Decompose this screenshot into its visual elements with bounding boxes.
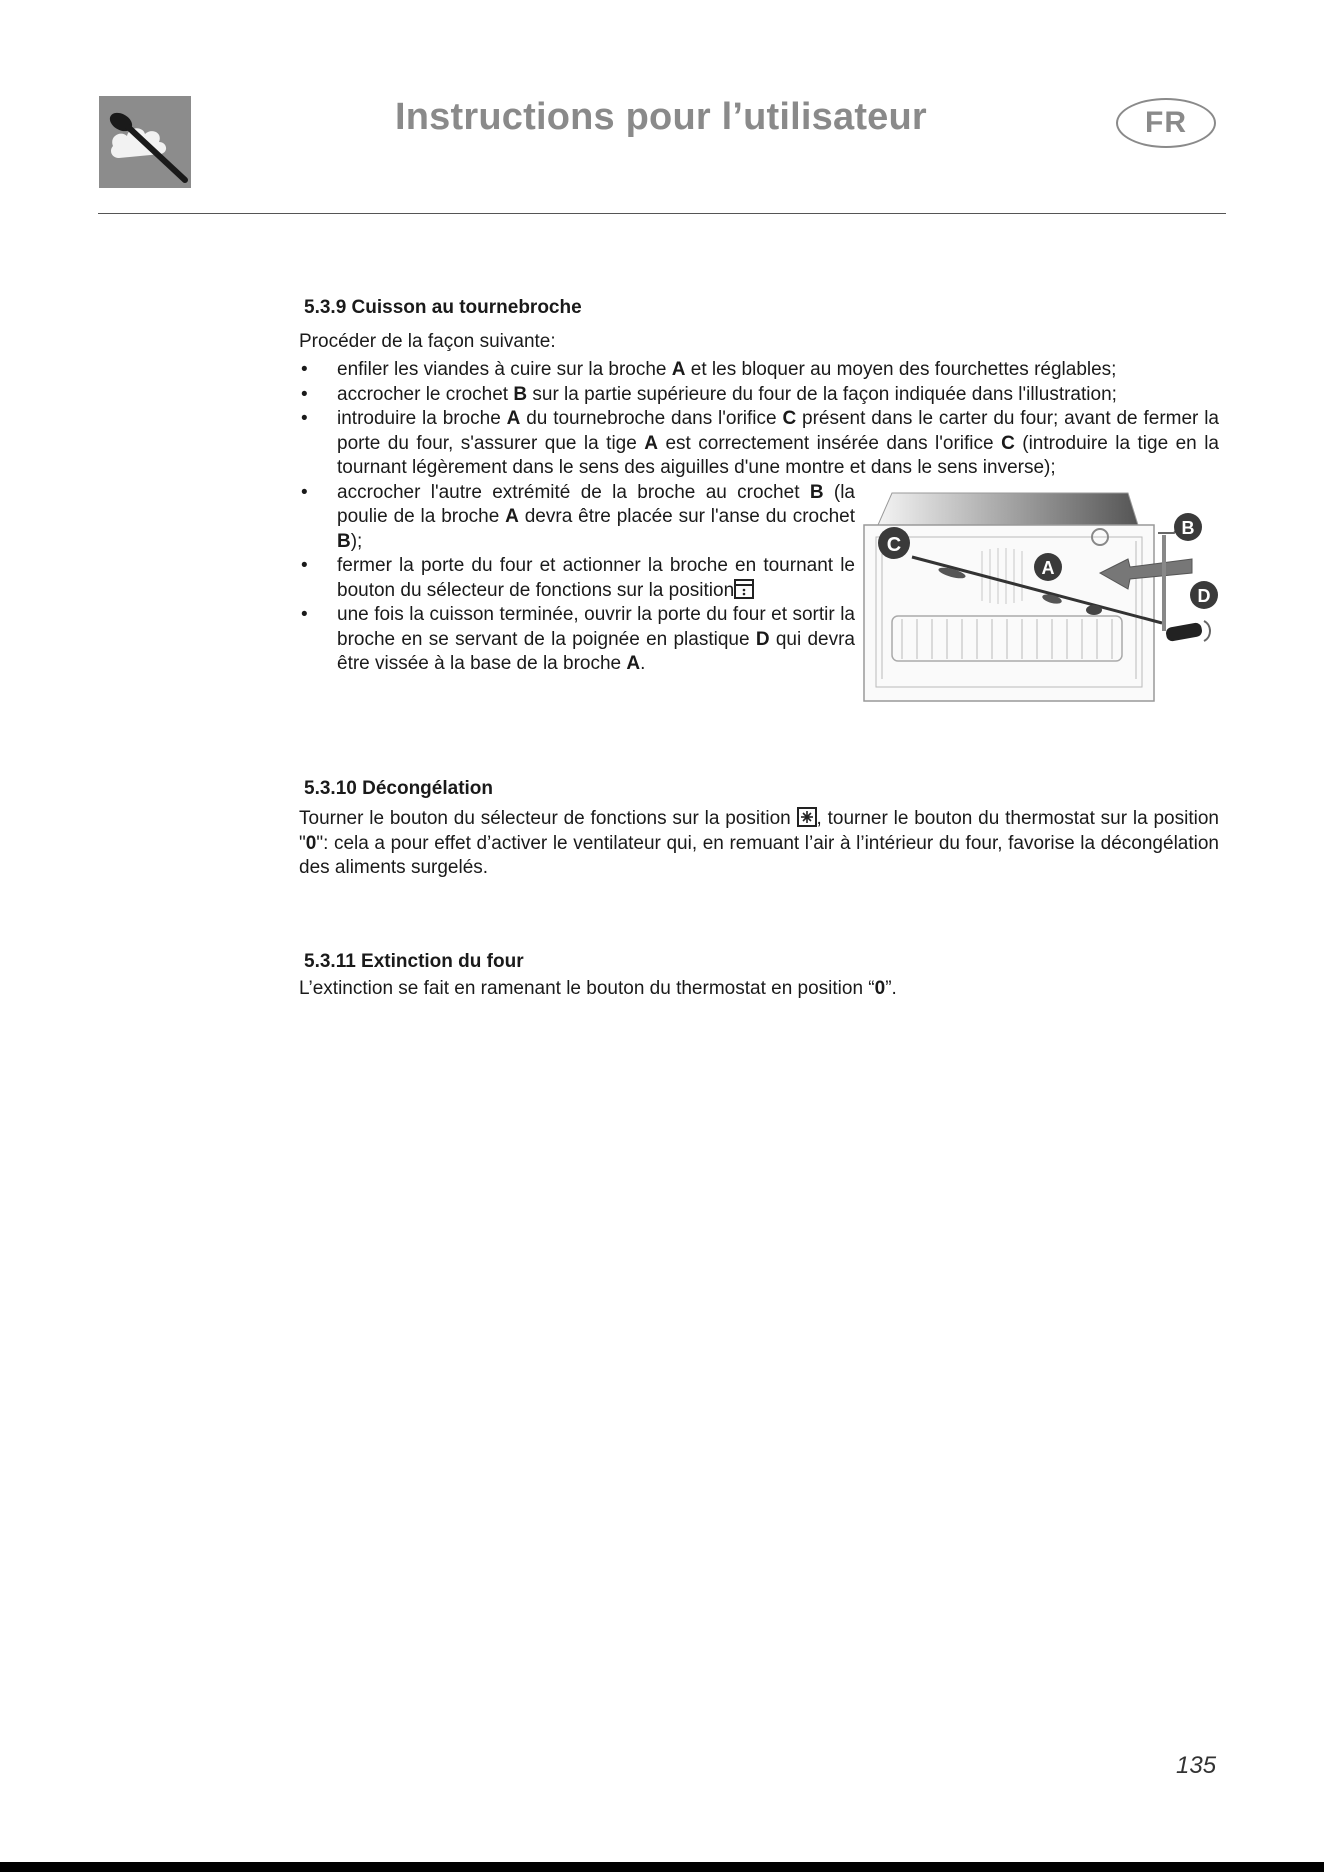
- section-heading-defrost: 5.3.10 Décongélation: [304, 777, 494, 799]
- section-heading-oven-off: 5.3.11 Extinction du four: [304, 950, 524, 972]
- bottom-border: [0, 1862, 1324, 1872]
- page-header-title: Instructions pour l’utilisateur: [395, 96, 927, 138]
- list-item: • introduire la broche A du tournebroche dans l'orifice C présent dans le carter du four; avant de fermer la porte du four, s'assurer que la tige A est correctement insérée dans l'orifice C (introduire la tige en la tournant légèrement dans le sens des aiguilles d'une montre et dans le sens inverse);: [299, 407, 1219, 481]
- chef-logo-icon: [99, 96, 191, 188]
- defrost-function-icon: [797, 807, 817, 827]
- defrost-paragraph: Tourner le bouton du sélecteur de fonctions sur la position , tourner le bouton du thermostat sur la position "0": cela a pour effet d’activer le ventilateur qui, en remuant l’air à l’intérieur du four, favorise la décongélation des aliments surgelés.: [299, 808, 1219, 878]
- list-item: • enfiler les viandes à cuire sur la broche A et les bloquer au moyen des fourchettes réglables;: [299, 358, 1219, 383]
- page-number: 135: [1176, 1752, 1217, 1779]
- section-intro: Procéder de la façon suivante:: [299, 330, 556, 352]
- rotisserie-steps-with-diagram: [299, 481, 1219, 713]
- diagram-label-d: D: [1197, 585, 1211, 606]
- list-item: • accrocher le crochet B sur la partie supérieure du four de la façon indiquée dans l'illustration;: [299, 383, 1219, 408]
- document-body: [299, 296, 1219, 1002]
- diagram-label-a: A: [1041, 557, 1055, 578]
- language-badge: FR: [1116, 98, 1216, 148]
- diagram-label-b: B: [1181, 517, 1195, 538]
- instruction-list-continued: [299, 481, 855, 677]
- header-divider: [98, 213, 1226, 214]
- oven-rotisserie-diagram: [862, 491, 1222, 703]
- diagram-label-c: C: [886, 533, 902, 556]
- instruction-list: [299, 358, 1219, 481]
- list-item: • accrocher l'autre extrémité de la broche au crochet B (la poulie de la broche A devra être placée sur l'anse du crochet B);: [301, 481, 856, 552]
- rotisserie-function-icon: [734, 579, 754, 599]
- section-heading-rotisserie: 5.3.9 Cuisson au tournebroche: [304, 297, 582, 318]
- oven-off-paragraph: L’extinction se fait en ramenant le bouton du thermostat en position “0”.: [299, 978, 897, 999]
- list-item: • fermer la porte du four et actionner la broche en tournant le bouton du sélecteur de fonctions sur la position: [301, 555, 855, 601]
- list-item: • une fois la cuisson terminée, ouvrir la porte du four et sortir la broche en se servant de la poignée en plastique D qui devra être vissée à la base de la broche A.: [301, 604, 855, 674]
